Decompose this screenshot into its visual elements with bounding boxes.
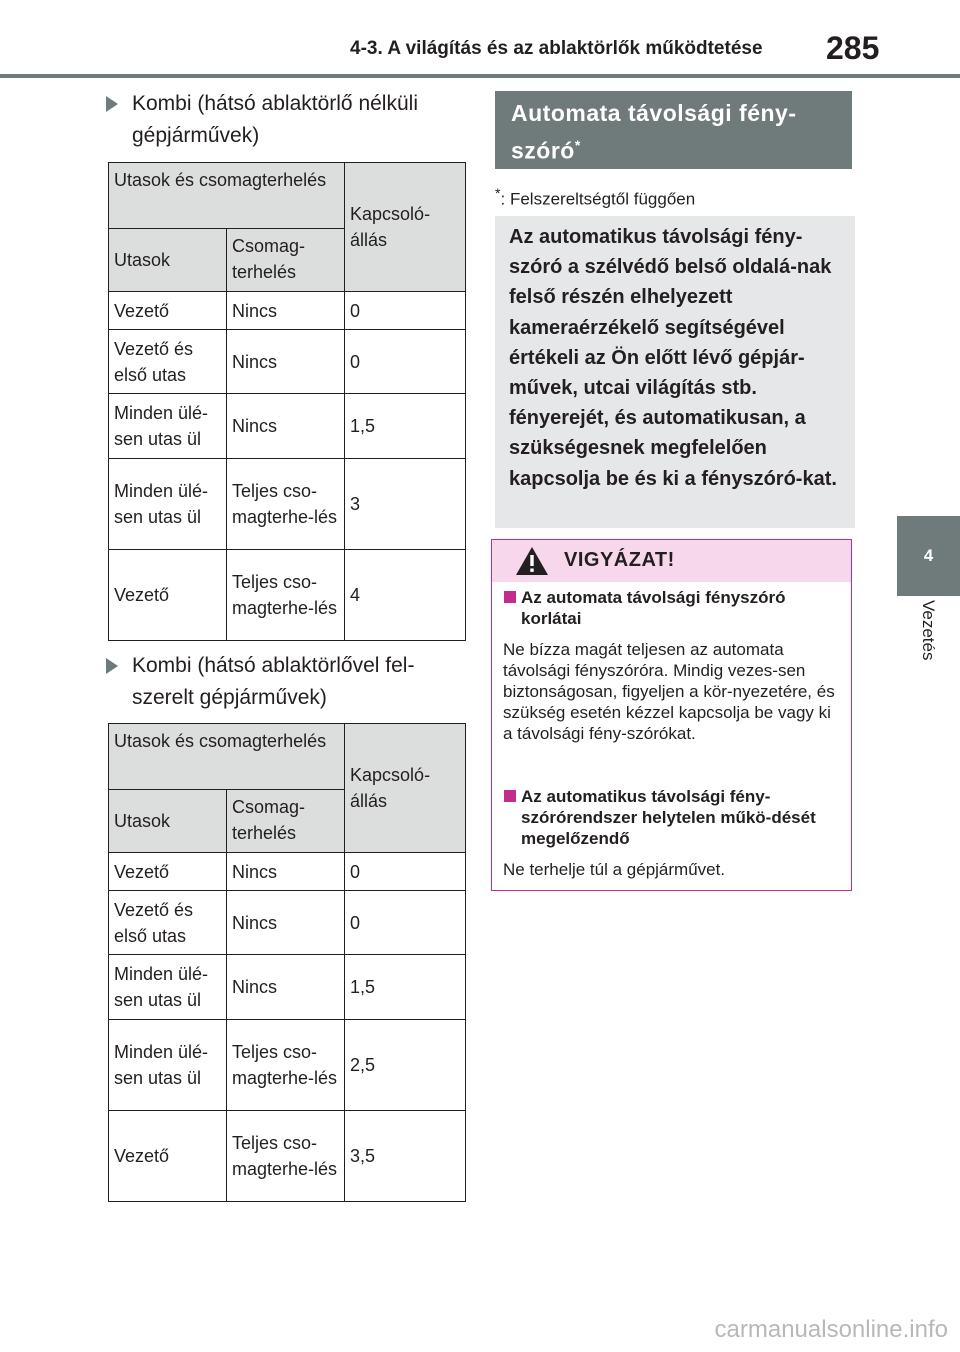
bullet-kombi-no-rear-wiper — [106, 88, 446, 152]
warning-title: VIGYÁZAT! — [564, 549, 675, 571]
warning-item — [503, 786, 843, 880]
cell-luggage: Nincs — [227, 292, 345, 330]
warning-item-title: Az automata távolsági fényszóró korlátai — [521, 588, 786, 628]
bullet-line-2: szerelt gépjárművek) — [132, 686, 327, 709]
cell-luggage: Nincs — [227, 853, 345, 891]
triangle-bullet-icon — [106, 96, 118, 112]
cell-position: 0 — [345, 853, 466, 891]
footnote-text: : Felszereltségtől függően — [500, 189, 696, 209]
cell-position: 4 — [345, 550, 466, 641]
bullet-line-1: Kombi (hátsó ablaktörlő nélküli — [132, 92, 418, 115]
cell-position: 0 — [345, 891, 466, 955]
cell-passengers: Vezető és első utas — [109, 330, 227, 394]
chapter-number: 4 — [923, 546, 934, 565]
cell-position: 3 — [345, 459, 466, 550]
cell-passengers: Minden ülé-sen utas ül — [109, 1020, 227, 1111]
chapter-tab[interactable] — [897, 516, 960, 596]
heading-line-1: Automata távolsági fény- — [511, 100, 797, 126]
table-head-group: Utasok és csomagterhelés — [109, 163, 345, 229]
table-row — [109, 891, 466, 955]
load-table-2 — [108, 723, 466, 1202]
table-head-position: Kapcsoló-állás — [345, 724, 466, 853]
cell-position: 3,5 — [345, 1111, 466, 1202]
heading-line-2: szóró — [511, 137, 575, 164]
warning-item-body: Ne terhelje túl a gépjárművet. — [503, 860, 726, 879]
section-heading — [495, 91, 852, 169]
warning-item-body: Ne bízza magát teljesen az automata távolsági fényszóróra. Mindig vezes-sen biztonságosan, figyeljen a kör-nyezetére, és szükség esetén kézzel kapcsolja be vagy ki a távolsági fény-szórókat. — [503, 640, 835, 743]
cell-passengers: Vezető — [109, 550, 227, 641]
table-head-luggage: Csomag-terhelés — [227, 790, 345, 853]
cell-luggage: Nincs — [227, 330, 345, 394]
bullet-line-2: gépjárművek) — [132, 124, 260, 147]
cell-position: 0 — [345, 330, 466, 394]
cell-passengers: Vezető és első utas — [109, 891, 227, 955]
cell-passengers: Minden ülé-sen utas ül — [109, 955, 227, 1020]
cell-luggage: Teljes cso-magterhe-lés — [227, 1111, 345, 1202]
table-head-passengers: Utasok — [109, 229, 227, 292]
table-row — [109, 550, 466, 641]
chapter-label: Vezetés — [919, 600, 938, 661]
cell-luggage: Nincs — [227, 891, 345, 955]
cell-passengers: Vezető — [109, 853, 227, 891]
table-row — [109, 955, 466, 1020]
cell-position: 1,5 — [345, 955, 466, 1020]
table-row — [109, 1020, 466, 1111]
square-bullet-icon — [504, 790, 516, 802]
table-row — [109, 330, 466, 394]
footnote — [495, 186, 852, 210]
bullet-kombi-with-rear-wiper — [106, 650, 446, 714]
table-row — [109, 853, 466, 891]
warning-item-title: Az automatikus távolsági fény-szórórendszer helytelen műkö-dését megelőzendő — [521, 787, 816, 848]
cell-luggage: Nincs — [227, 394, 345, 459]
table-row — [109, 394, 466, 459]
cell-passengers: Vezető — [109, 292, 227, 330]
table-head-luggage: Csomag-terhelés — [227, 229, 345, 292]
warning-item — [503, 587, 843, 744]
cell-passengers: Minden ülé-sen utas ül — [109, 394, 227, 459]
page-number: 285 — [826, 30, 880, 66]
warning-box — [491, 539, 852, 891]
triangle-bullet-icon — [106, 658, 118, 674]
cell-luggage: Teljes cso-magterhe-lés — [227, 550, 345, 641]
table-head-passengers: Utasok — [109, 790, 227, 853]
cell-position: 2,5 — [345, 1020, 466, 1111]
table-head-position: Kapcsoló-állás — [345, 163, 466, 292]
table-row — [109, 459, 466, 550]
intro-box: Az automatikus távolsági fény-szóró a szélvédő belső oldalá-nak felső részén elhelyezett kameraérzékelő segítségével értékeli az Ön előtt lévő gépjár-művek, utcai világítás stb. fényerejét, és automatikusan, a szükségesnek megfelelően kapcsolja be és ki a fényszóró-kat. — [495, 216, 855, 528]
heading-footnote-mark: * — [574, 137, 581, 153]
cell-luggage: Teljes cso-magterhe-lés — [227, 459, 345, 550]
table-head-group: Utasok és csomagterhelés — [109, 724, 345, 790]
table-row — [109, 1111, 466, 1202]
table-row — [109, 292, 466, 330]
cell-luggage: Nincs — [227, 955, 345, 1020]
warning-header — [492, 540, 851, 582]
bullet-line-1: Kombi (hátsó ablaktörlővel fel- — [132, 654, 415, 677]
cell-position: 1,5 — [345, 394, 466, 459]
cell-passengers: Minden ülé-sen utas ül — [109, 459, 227, 550]
watermark[interactable]: carmanualsonline.info — [714, 1316, 948, 1343]
section-title: 4-3. A világítás és az ablaktörlők működtetése — [350, 38, 763, 59]
load-table-1 — [108, 162, 466, 641]
header-rule — [0, 74, 960, 78]
cell-luggage: Teljes cso-magterhe-lés — [227, 1020, 345, 1111]
cell-passengers: Vezető — [109, 1111, 227, 1202]
square-bullet-icon — [504, 591, 516, 603]
warning-triangle-icon — [515, 545, 549, 577]
footnote-mark: * — [495, 186, 501, 202]
cell-position: 0 — [345, 292, 466, 330]
